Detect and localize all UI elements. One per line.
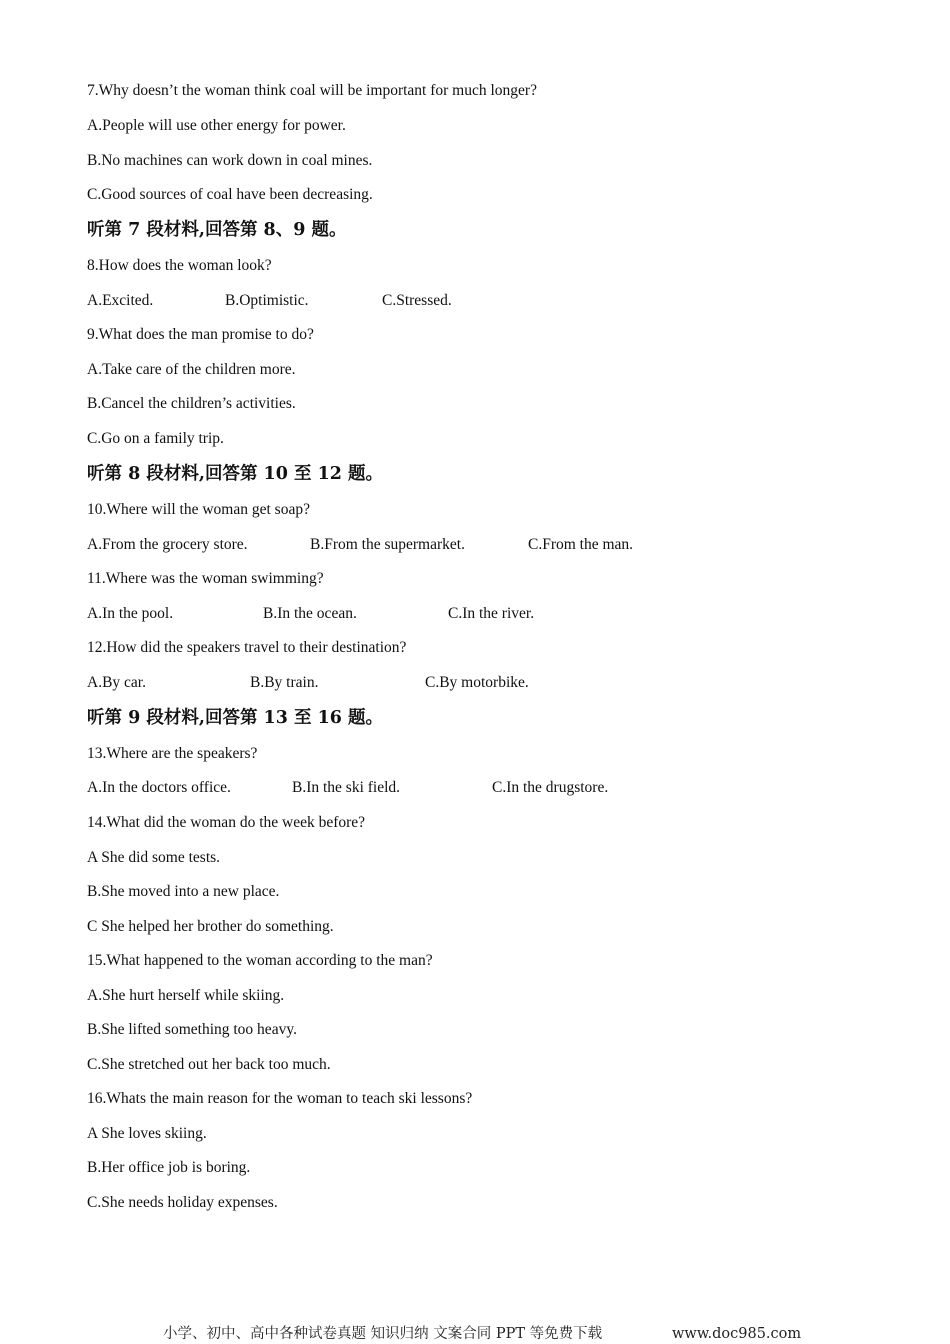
question-12-option-c: C.By motorbike. bbox=[425, 674, 529, 691]
question-11: 11.Where was the woman swimming? bbox=[87, 570, 324, 587]
question-15-option-b: B.She lifted something too heavy. bbox=[87, 1021, 297, 1038]
question-13: 13.Where are the speakers? bbox=[87, 745, 258, 762]
question-15-option-a: A.She hurt herself while skiing. bbox=[87, 987, 285, 1004]
question-14-option-a: A She did some tests. bbox=[87, 849, 221, 866]
question-12-option-a: A.By car. bbox=[87, 674, 146, 691]
footer-text: 小学、初中、高中各种试卷真题 知识归纳 文案合同 PPT 等免费下载 bbox=[163, 1326, 603, 1342]
question-10: 10.Where will the woman get soap? bbox=[87, 501, 310, 518]
question-9-option-b: B.Cancel the children’s activities. bbox=[87, 395, 296, 412]
question-9-option-c: C.Go on a family trip. bbox=[87, 430, 224, 447]
question-16-option-c: C.She needs holiday expenses. bbox=[87, 1194, 278, 1211]
question-13-option-a: A.In the doctors office. bbox=[87, 779, 231, 796]
question-7: 7.Why doesn’t the woman think coal will be important for much longer? bbox=[87, 82, 537, 99]
section-heading-9: 听第 9 段材料,回答第 13 至 16 题。 bbox=[87, 708, 384, 728]
question-13-option-b: B.In the ski field. bbox=[292, 779, 401, 796]
question-12: 12.How did the speakers travel to their destination? bbox=[87, 639, 407, 656]
question-8: 8.How does the woman look? bbox=[87, 257, 272, 274]
footer-url[interactable]: www.doc985.com bbox=[672, 1326, 802, 1342]
question-8-option-b: B.Optimistic. bbox=[225, 292, 309, 309]
question-7-option-a: A.People will use other energy for power. bbox=[87, 117, 346, 134]
question-9: 9.What does the man promise to do? bbox=[87, 326, 314, 343]
question-11-option-b: B.In the ocean. bbox=[263, 605, 357, 622]
question-8-option-a: A.Excited. bbox=[87, 292, 154, 309]
section-heading-8: 听第 8 段材料,回答第 10 至 12 题。 bbox=[87, 464, 384, 484]
question-15-option-c: C.She stretched out her back too much. bbox=[87, 1056, 331, 1073]
question-7-option-c: C.Good sources of coal have been decreasing. bbox=[87, 186, 373, 203]
question-15: 15.What happened to the woman according to the man? bbox=[87, 952, 433, 969]
question-12-option-b: B.By train. bbox=[250, 674, 319, 691]
question-16-option-a: A She loves skiing. bbox=[87, 1125, 207, 1142]
question-7-option-b: B.No machines can work down in coal mines. bbox=[87, 152, 373, 169]
question-10-option-a: A.From the grocery store. bbox=[87, 536, 248, 553]
question-16: 16.Whats the main reason for the woman to teach ski lessons? bbox=[87, 1090, 473, 1107]
question-8-option-c: C.Stressed. bbox=[382, 292, 452, 309]
question-10-option-b: B.From the supermarket. bbox=[310, 536, 465, 553]
question-14: 14.What did the woman do the week before? bbox=[87, 814, 366, 831]
question-9-option-a: A.Take care of the children more. bbox=[87, 361, 296, 378]
question-14-option-c: C She helped her brother do something. bbox=[87, 918, 334, 935]
question-11-option-a: A.In the pool. bbox=[87, 605, 174, 622]
question-13-option-c: C.In the drugstore. bbox=[492, 779, 609, 796]
question-11-option-c: C.In the river. bbox=[448, 605, 535, 622]
question-16-option-b: B.Her office job is boring. bbox=[87, 1159, 251, 1176]
section-heading-7: 听第 7 段材料,回答第 8、9 题。 bbox=[87, 220, 347, 240]
question-14-option-b: B.She moved into a new place. bbox=[87, 883, 280, 900]
question-10-option-c: C.From the man. bbox=[528, 536, 634, 553]
